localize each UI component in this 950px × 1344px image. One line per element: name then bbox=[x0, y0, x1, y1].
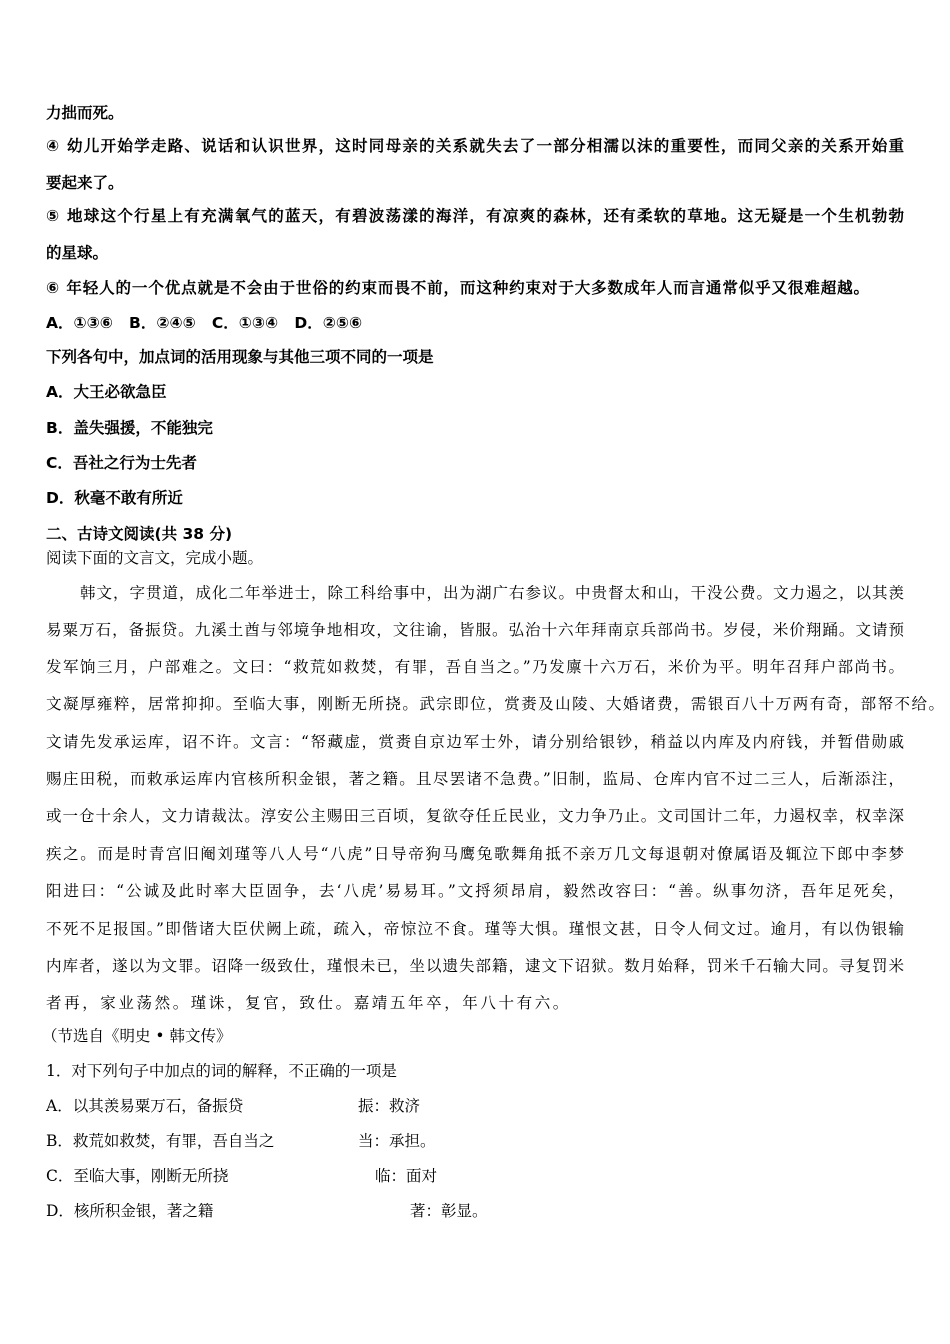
passage-line: 阳进曰：“公诚及此时率大臣固争，去‘八虎’易易耳。”文捋须昂肩，毅然改容曰：“善。纵事勿济，吾年足死矣， bbox=[46, 882, 904, 900]
passage-line: 发军饷三月，户部难之。文曰：“救荒如救焚，有罪，吾自当之。”乃发廪十六万石，米价为平。明年召拜户部尚书。 bbox=[46, 658, 904, 676]
section-title: 二、古诗文阅读(共 38 分) bbox=[46, 525, 233, 543]
passage-line: 易粟万石，备振贷。九溪土酋与邻境争地相攻，文往谕，皆服。弘治十六年拜南京兵部尚书。岁侵，米价翔踊。文请预 bbox=[46, 621, 904, 639]
option-d-gloss: 著：彰显。 bbox=[410, 1202, 488, 1220]
question-stem: 下列各句中，加点词的活用现象与其他三项不同的一项是 bbox=[46, 348, 434, 366]
passage-line: 内库者，遂以为文罪。诏降一级致仕，瑾恨未已，坐以遗失部籍，逮文下诏狱。数月始释，罚米千石输大同。寻复罚米 bbox=[46, 957, 904, 975]
option-d: D．核所积金银，著之籍 bbox=[46, 1202, 214, 1220]
option-a: A．大王必欲急臣 bbox=[46, 383, 167, 401]
passage-source: （节选自《明史 • 韩文传》 bbox=[42, 1027, 232, 1045]
option-b: B．盖失强援，不能独完 bbox=[46, 419, 213, 437]
option-a-gloss: 振：救济 bbox=[358, 1097, 421, 1115]
passage-line: 疾之。而是时青宫旧阉刘瑾等八人号“八虎”日导帝狗马鹰兔歌舞角抵不亲万几文每退朝对僚属语及辄泣下郎中李梦 bbox=[46, 845, 904, 863]
text-line: ⑥ 年轻人的一个优点就是不会由于世俗的约束而畏不前，而这种约束对于大多数成年人而言通常似乎又很难超越。 bbox=[46, 279, 870, 297]
option-c: C．吾社之行为士先者 bbox=[46, 454, 197, 472]
option-b-gloss: 当：承担。 bbox=[358, 1132, 436, 1150]
question-stem: 1．对下列句子中加点的词的解释，不正确的一项是 bbox=[46, 1062, 397, 1080]
text-line: ⑤ 地球这个行星上有充满氧气的蓝天，有碧波荡漾的海洋，有凉爽的森林，还有柔软的草地。这无疑是一个生机勃勃 bbox=[46, 207, 904, 225]
text-line: ④ 幼儿开始学走路、说话和认识世界，这时同母亲的关系就失去了一部分相濡以沫的重要性，而同父亲的关系开始重 bbox=[46, 137, 904, 155]
text-line: 的星球。 bbox=[46, 244, 109, 262]
answer-options: A．①③⑥ B．②④⑤ C．①③④ D．②⑤⑥ bbox=[46, 314, 363, 332]
option-d: D．秋毫不敢有所近 bbox=[46, 489, 183, 507]
passage-line: 者再，家业荡然。瑾诛，复官，致仕。嘉靖五年卒，年八十有六。 bbox=[46, 994, 571, 1012]
passage-line: 或一仓十余人，文力请裁汰。淳安公主赐田三百顷，复欲夺任丘民业，文力争乃止。文司国计二年，力遏权幸，权幸深 bbox=[46, 807, 904, 825]
option-c: C．至临大事，刚断无所挠 bbox=[46, 1167, 229, 1185]
passage-line: 韩文，字贯道，成化二年举进士，除工科给事中，出为湖广右参议。中贵督太和山，干没公费。文力遏之，以其羡 bbox=[80, 584, 904, 602]
option-b: B．救荒如救焚，有罪，吾自当之 bbox=[46, 1132, 275, 1150]
passage-line: 不死不足报国。”即偕诸大臣伏阙上疏，疏入，帝惊泣不食。瑾等大惧。瑾恨文甚，日令人伺文过。逾月，有以伪银输 bbox=[46, 920, 904, 938]
passage-line: 赐庄田税，而敕承运库内官核所积金银，著之籍。且尽罢诸不急费。”旧制，监局、仓库内官不过二三人，后渐添注， bbox=[46, 770, 904, 788]
passage-line: 文凝厚雍粹，居常抑抑。至临大事，刚断无所挠。武宗即位，赏赉及山陵、大婚诸费，需银百八十万两有奇，部帑不给。 bbox=[46, 695, 944, 713]
instruction: 阅读下面的文言文，完成小题。 bbox=[46, 549, 264, 567]
option-c-gloss: 临：面对 bbox=[375, 1167, 438, 1185]
option-a: A．以其羡易粟万石，备振贷 bbox=[46, 1097, 244, 1115]
text-line: 要起来了。 bbox=[46, 174, 124, 192]
text-line: 力拙而死。 bbox=[46, 104, 124, 122]
passage-line: 文请先发承运库，诏不许。文言：“帑藏虚，赏赉自京边军士外，请分别给银钞，稍益以内库及内府钱，并暂借勋戚 bbox=[46, 733, 904, 751]
